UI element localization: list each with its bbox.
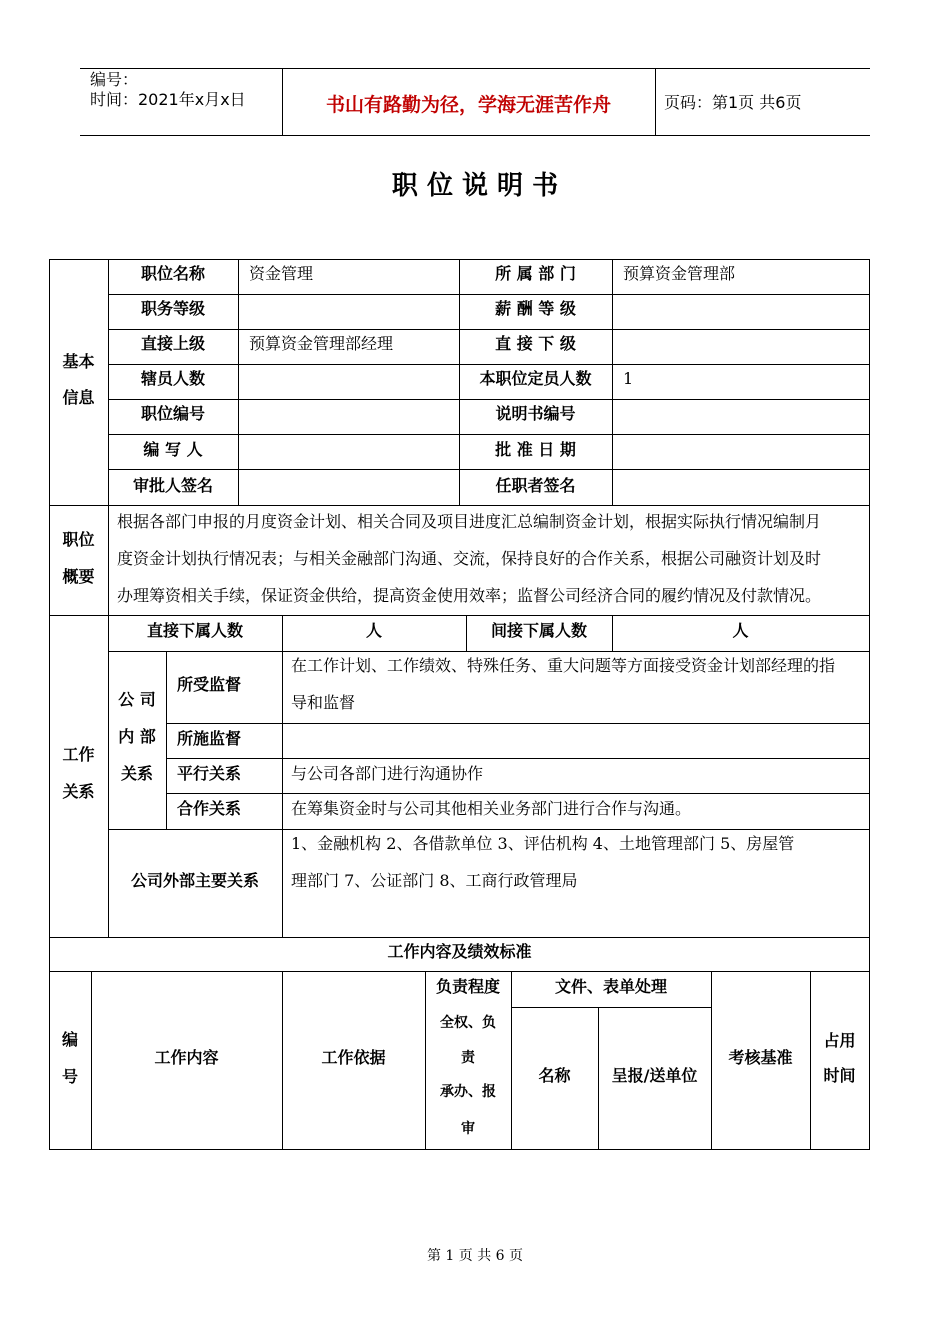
table-rule bbox=[108, 329, 869, 330]
internal-relations-label: 内 部 bbox=[118, 727, 156, 746]
field-label: 说明书编号 bbox=[495, 404, 576, 423]
section-label: 概要 bbox=[62, 567, 95, 586]
relation-type-label: 所受监督 bbox=[176, 675, 241, 694]
table-rule bbox=[49, 1149, 870, 1150]
section-label: 工作 bbox=[62, 745, 95, 764]
table-rule bbox=[166, 793, 869, 794]
table-rule bbox=[49, 615, 870, 616]
field-label: 薪 酬 等 级 bbox=[495, 299, 576, 318]
column-header-time: 占用 bbox=[823, 1031, 856, 1050]
table-rule bbox=[49, 937, 870, 938]
column-header-time: 时间 bbox=[823, 1066, 856, 1085]
table-rule bbox=[511, 1007, 711, 1008]
field-label: 任职者签名 bbox=[495, 476, 576, 495]
responsibility-option: 全权、负 bbox=[440, 1015, 496, 1031]
field-label: 批 准 日 期 bbox=[495, 440, 576, 459]
field-label: 职位编号 bbox=[140, 404, 205, 423]
field-label: 所 属 部 门 bbox=[495, 264, 576, 283]
table-rule bbox=[511, 971, 512, 1149]
time-label: 时间：2021年x月x日 bbox=[90, 90, 246, 109]
external-relations-text: 1、金融机构 2、各借款单位 3、评估机构 4、土地管理部门 5、房屋管 bbox=[291, 834, 795, 853]
column-header-doc-unit: 呈报/送单位 bbox=[611, 1066, 698, 1085]
column-header-standard: 考核基准 bbox=[728, 1048, 793, 1067]
document-title: 职 位 说 明 书 bbox=[391, 171, 559, 201]
relation-type-label: 所施监督 bbox=[176, 729, 241, 748]
table-rule bbox=[108, 829, 869, 830]
relation-type-label: 合作关系 bbox=[176, 799, 241, 818]
section-label: 基本 bbox=[62, 352, 95, 371]
field-value: 资金管理 bbox=[249, 264, 314, 283]
field-label: 编 写 人 bbox=[143, 440, 203, 459]
summary-line: 度资金计划执行情况表；与相关金融部门沟通、交流，保持良好的合作关系，根据公司融资计划及时 bbox=[117, 549, 822, 568]
relation-text: 在工作计划、工作绩效、特殊任务、重大问题等方面接受资金计划部经理的指 bbox=[291, 656, 836, 675]
relation-type-label: 平行关系 bbox=[176, 764, 241, 783]
header-top-rule bbox=[80, 68, 870, 69]
section-label: 关系 bbox=[62, 782, 95, 801]
responsibility-option: 审 bbox=[461, 1121, 475, 1137]
table-rule bbox=[869, 259, 870, 1149]
summary-line: 根据各部门申报的月度资金计划、相关合同及项目进度汇总编制资金计划，根据实际执行情况编制月 bbox=[117, 512, 822, 531]
section-label: 信息 bbox=[62, 388, 95, 407]
column-header-documents: 文件、表单处理 bbox=[554, 977, 667, 996]
field-value: 预算资金管理部经理 bbox=[249, 334, 394, 353]
relation-text: 导和监督 bbox=[291, 693, 356, 712]
external-relations-text: 理部门 7、公证部门 8、工商行政管理局 bbox=[291, 871, 578, 890]
field-label: 直接上级 bbox=[140, 334, 205, 353]
responsibility-option: 承办、报 bbox=[440, 1084, 496, 1100]
motto: 书山有路勤为径，学海无涯苦作舟 bbox=[325, 94, 611, 116]
column-header-no: 号 bbox=[61, 1067, 78, 1086]
field-label: 辖员人数 bbox=[140, 369, 205, 388]
responsibility-option: 责 bbox=[461, 1050, 475, 1066]
table-rule bbox=[282, 651, 283, 937]
direct-subordinates-value: 人 bbox=[365, 621, 382, 640]
indirect-subordinates-label: 间接下属人数 bbox=[490, 621, 587, 640]
serial-label: 编号： bbox=[90, 70, 139, 89]
indirect-subordinates-value: 人 bbox=[732, 621, 749, 640]
table-rule bbox=[108, 651, 869, 652]
table-rule bbox=[108, 364, 869, 365]
table-rule bbox=[166, 723, 869, 724]
internal-relations-label: 关系 bbox=[120, 764, 153, 783]
field-label: 直 接 下 级 bbox=[495, 334, 576, 353]
column-header-doc-name: 名称 bbox=[538, 1066, 571, 1085]
external-relations-label: 公司外部主要关系 bbox=[130, 871, 259, 890]
relation-text: 与公司各部门进行沟通协作 bbox=[291, 764, 484, 783]
table-rule bbox=[49, 505, 870, 506]
field-label: 职务等级 bbox=[140, 299, 205, 318]
column-header-responsibility: 负责程度 bbox=[435, 977, 500, 996]
header-divider bbox=[655, 68, 656, 135]
field-label: 本职位定员人数 bbox=[479, 369, 592, 388]
section-label: 职位 bbox=[62, 530, 95, 549]
page-footer: 第 1 页 共 6 页 bbox=[426, 1248, 524, 1264]
internal-relations-label: 公 司 bbox=[118, 690, 156, 709]
column-header-no: 编 bbox=[61, 1030, 78, 1049]
summary-line: 办理筹资相关手续，保证资金供给，提高资金使用效率；监督公司经济合同的履约情况及付款情况。 bbox=[117, 586, 822, 605]
table-rule bbox=[108, 259, 109, 937]
table-rule bbox=[108, 434, 869, 435]
table-rule bbox=[166, 758, 869, 759]
column-header-basis: 工作依据 bbox=[321, 1048, 386, 1067]
header-bottom-rule bbox=[80, 135, 870, 136]
field-label: 职位名称 bbox=[140, 264, 205, 283]
table-rule bbox=[810, 971, 811, 1149]
direct-subordinates-label: 直接下属人数 bbox=[146, 621, 243, 640]
field-label: 审批人签名 bbox=[132, 476, 213, 495]
column-header-content: 工作内容 bbox=[154, 1048, 219, 1067]
table-rule bbox=[108, 294, 869, 295]
field-value: 1 bbox=[623, 369, 634, 388]
field-value: 预算资金管理部 bbox=[623, 264, 736, 283]
relation-text: 在筹集资金时与公司其他相关业务部门进行合作与沟通。 bbox=[291, 799, 692, 818]
performance-title: 工作内容及绩效标准 bbox=[387, 942, 532, 961]
page-code: 页码：第1页 共6页 bbox=[664, 93, 802, 112]
table-rule bbox=[49, 971, 870, 972]
table-rule bbox=[108, 469, 869, 470]
table-rule bbox=[108, 399, 869, 400]
